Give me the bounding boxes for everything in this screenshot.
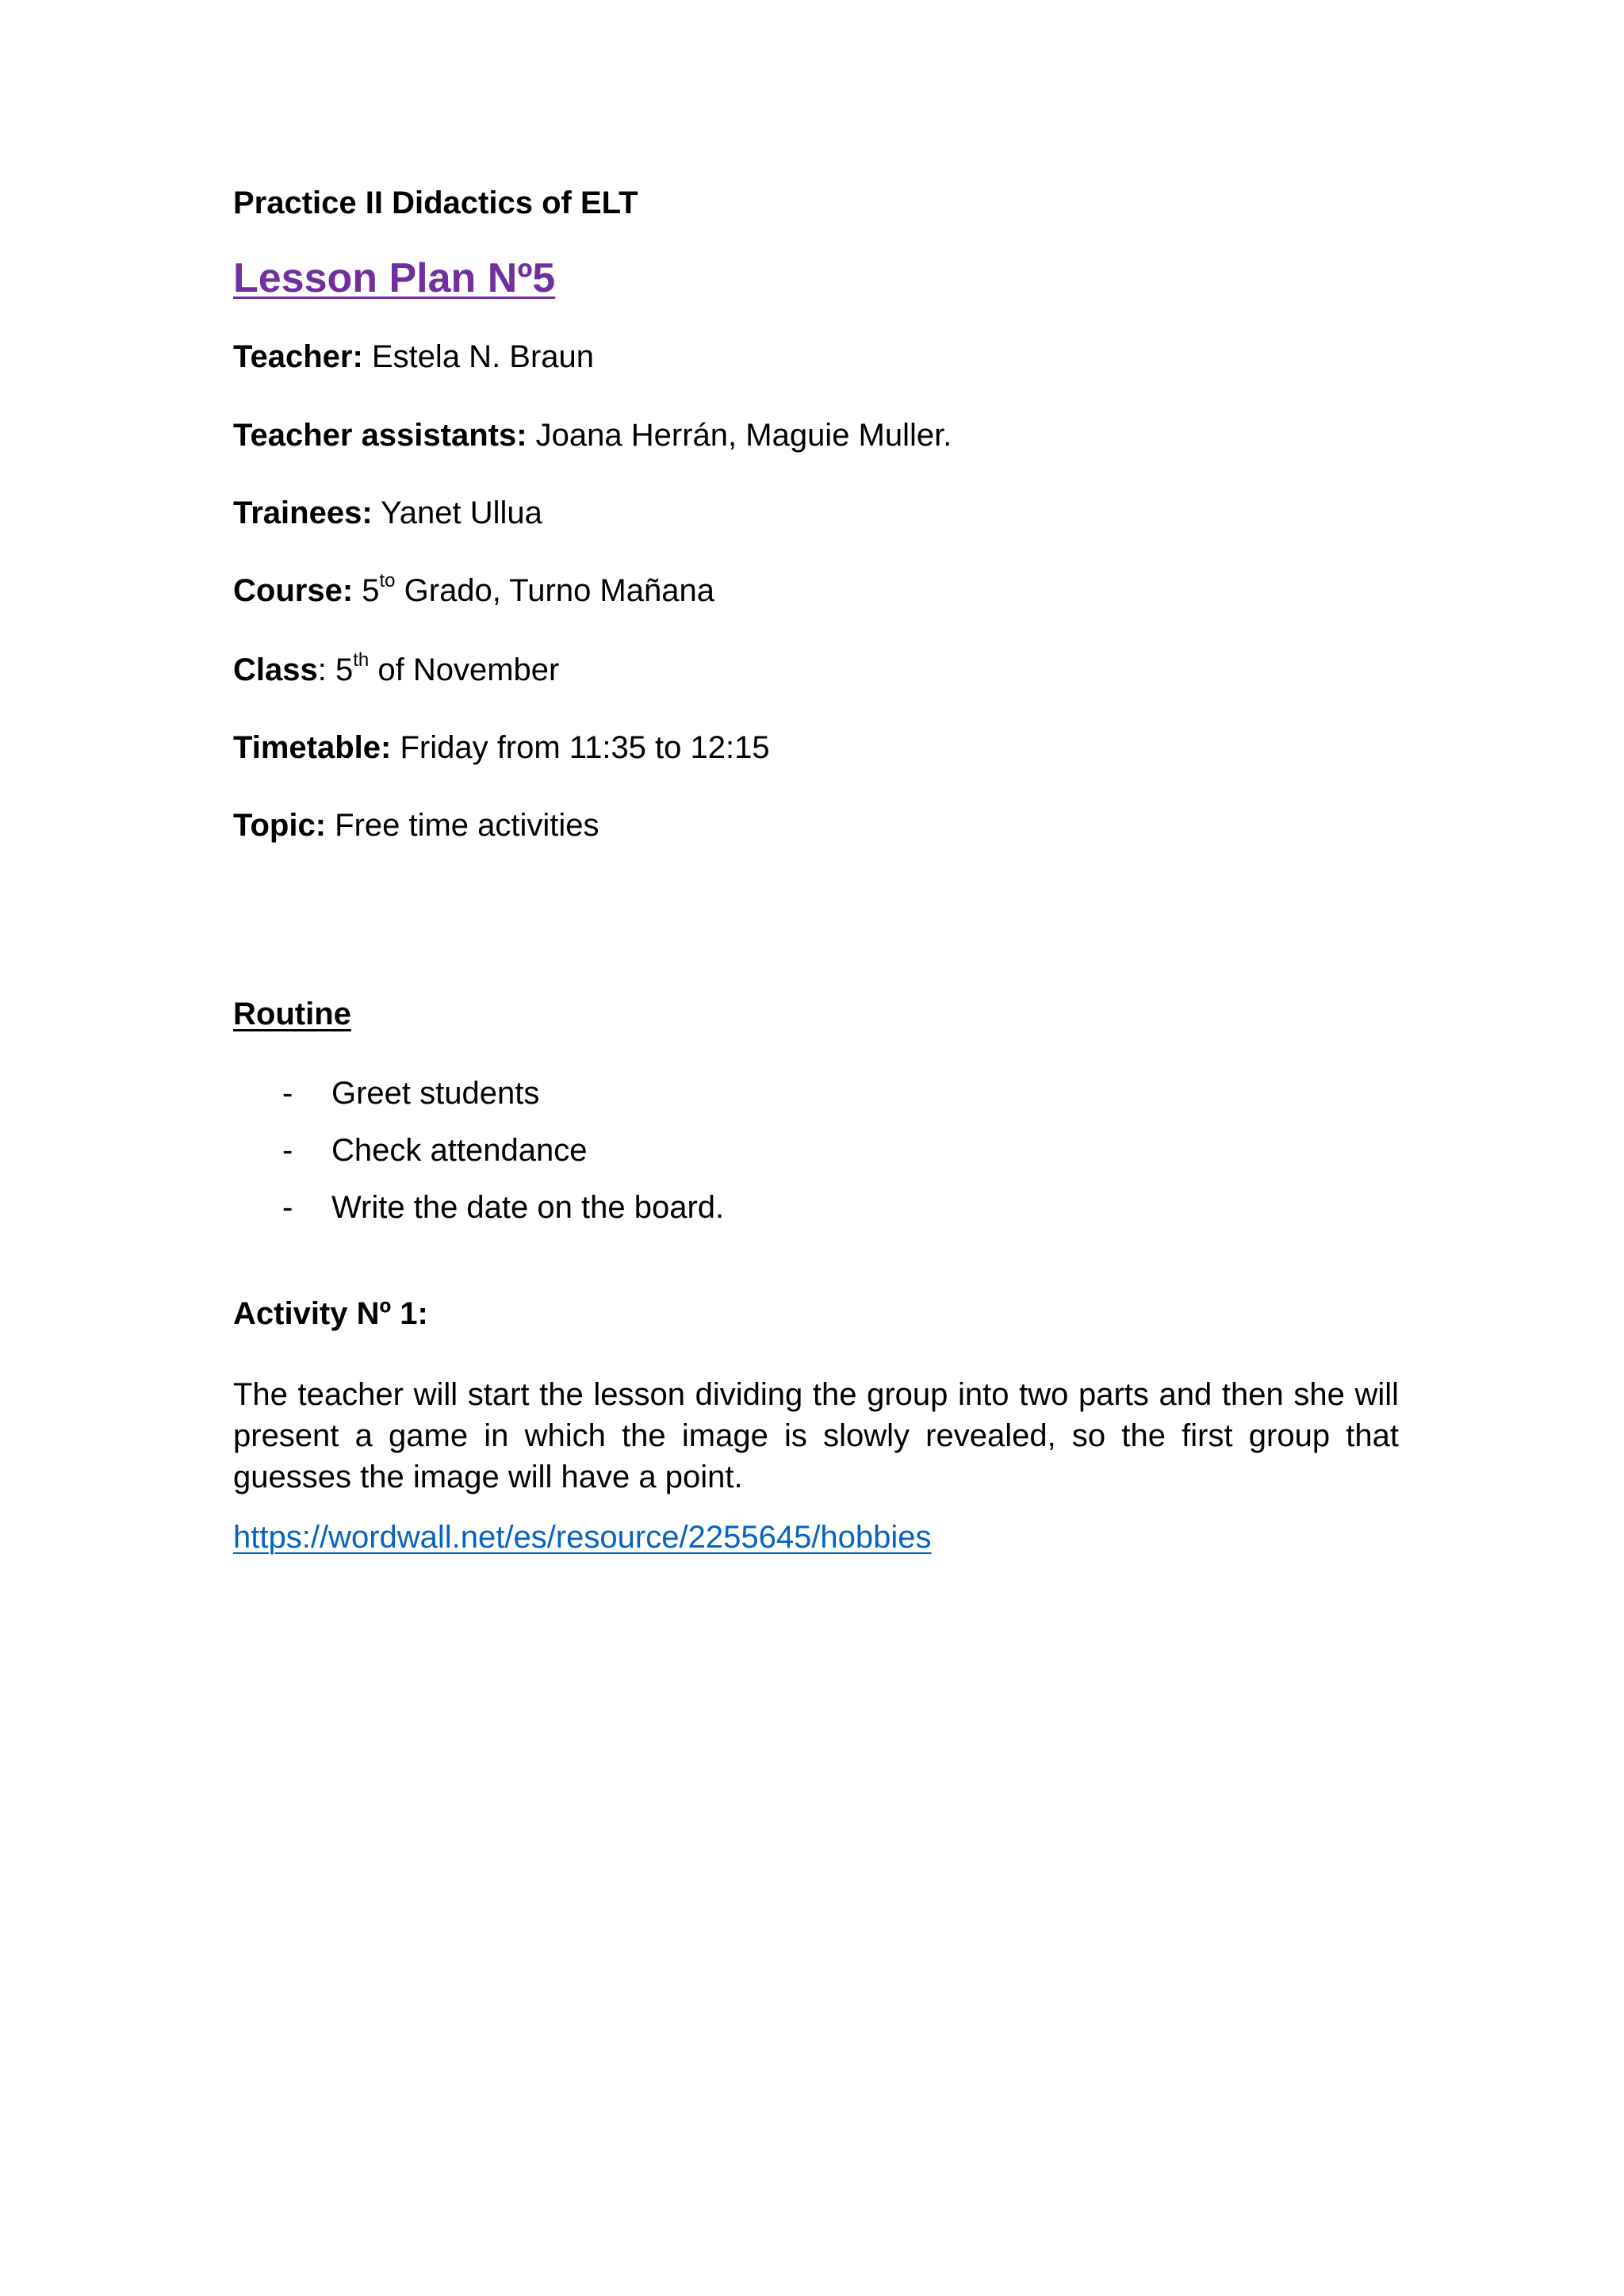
routine-dash: - bbox=[282, 1133, 293, 1168]
course-superscript: to bbox=[379, 569, 396, 591]
routine-item-text: Greet students bbox=[331, 1076, 540, 1111]
routine-item-text: Check attendance bbox=[331, 1133, 588, 1168]
assistants-label: Teacher assistants: bbox=[233, 418, 527, 453]
routine-list bbox=[233, 1074, 1399, 1246]
assistants-value: Joana Herrán, Maguie Muller. bbox=[527, 418, 952, 453]
class-value-rest: of November bbox=[369, 652, 560, 687]
topic-label: Topic: bbox=[233, 808, 327, 843]
course-value-number: 5 bbox=[353, 573, 380, 608]
course-value-rest: Grado, Turno Mañana bbox=[395, 573, 714, 608]
activity-description: The teacher will start the lesson dividing the group into two parts and then she will present a game in which the image is slowly revealed, so the first group that guesses the image will have a point. bbox=[233, 1377, 1399, 1494]
subject-heading: Practice II Didactics of ELT bbox=[233, 186, 638, 220]
routine-item-text: Write the date on the board. bbox=[331, 1190, 725, 1225]
routine-item bbox=[233, 1131, 1399, 1188]
trainees-label: Trainees: bbox=[233, 496, 373, 530]
routine-dash: - bbox=[282, 1076, 293, 1111]
teacher-label: Teacher: bbox=[233, 339, 363, 374]
routine-item bbox=[233, 1074, 1399, 1131]
class-value-number: : 5 bbox=[317, 652, 354, 687]
activity-resource-link[interactable]: https://wordwall.net/es/resource/2255645/hobbies bbox=[233, 1520, 932, 1555]
class-label: Class bbox=[233, 652, 318, 687]
activity-heading: Activity Nº 1: bbox=[233, 1296, 428, 1331]
routine-item bbox=[233, 1188, 1399, 1246]
teacher-row bbox=[233, 338, 1399, 376]
class-superscript: th bbox=[353, 649, 370, 671]
timetable-label: Timetable: bbox=[233, 730, 392, 765]
course-row bbox=[233, 569, 1399, 610]
class-row bbox=[233, 651, 1399, 689]
trainees-value: Yanet Ullua bbox=[372, 496, 542, 530]
routine-heading: Routine bbox=[233, 997, 351, 1031]
topic-value: Free time activities bbox=[326, 808, 599, 843]
topic-row bbox=[233, 806, 1399, 844]
timetable-row bbox=[233, 729, 1399, 767]
document-content bbox=[233, 184, 1399, 1556]
timetable-value: Friday from 11:35 to 12:15 bbox=[391, 730, 770, 765]
routine-dash: - bbox=[282, 1190, 293, 1225]
teacher-value: Estela N. Braun bbox=[362, 339, 595, 374]
course-label: Course: bbox=[233, 573, 354, 608]
trainees-row bbox=[233, 494, 1399, 532]
assistants-row bbox=[233, 416, 1399, 454]
lesson-plan-title: Lesson Plan Nº5 bbox=[233, 255, 556, 301]
